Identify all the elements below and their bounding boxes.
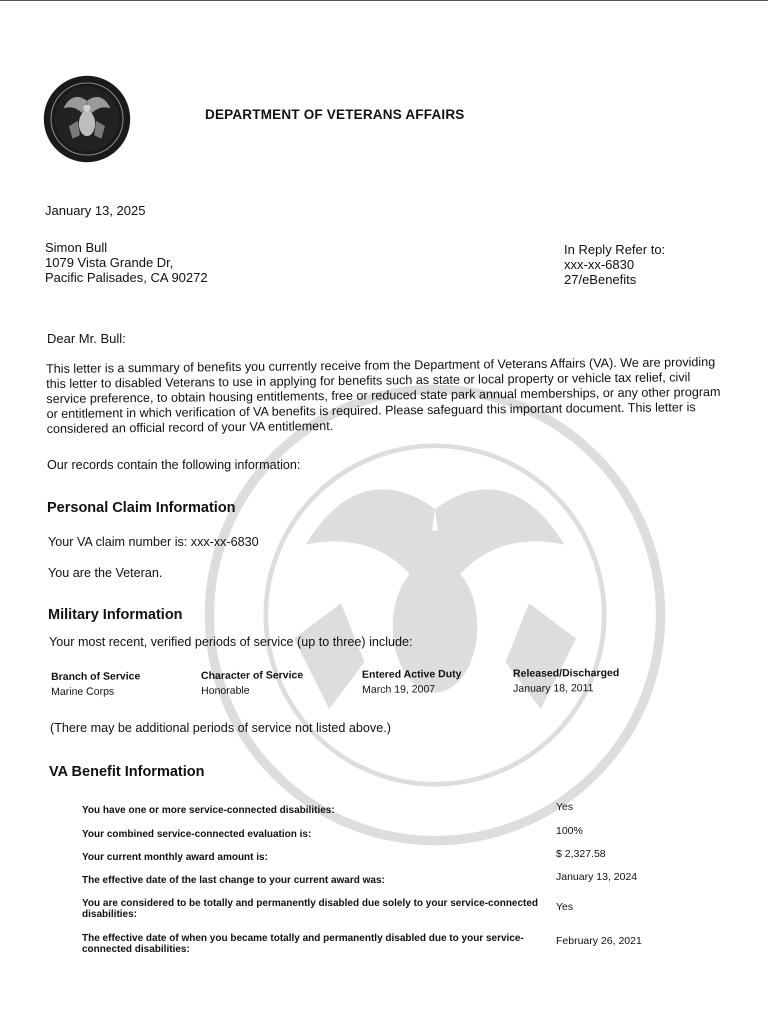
benefit-label: The effective date of the last change to your current award was: — [82, 875, 385, 886]
benefit-value: Yes — [556, 801, 574, 813]
military-info-heading: Military Information — [48, 607, 183, 623]
benefit-value: $ 2,327.58 — [556, 848, 606, 860]
recipient-city: Pacific Palisades, CA 90272 — [45, 270, 208, 285]
reply-ref-code: 27/eBenefits — [564, 272, 637, 287]
service-header: Entered Active Duty — [361, 668, 462, 681]
department-title: DEPARTMENT OF VETERANS AFFAIRS — [205, 107, 465, 122]
service-periods-line: Your most recent, verified periods of service (up to three) include: — [49, 635, 413, 649]
benefit-label: Your combined service-connected evaluation is: — [82, 829, 312, 840]
benefit-label: The effective date of when you became totally and permanently disabled due to your service-connected disabilities: — [82, 933, 524, 955]
benefit-label: Your current monthly award amount is: — [82, 852, 268, 863]
benefit-value: February 26, 2021 — [556, 935, 642, 947]
reply-label: In Reply Refer to: — [564, 242, 666, 257]
service-header: Released/Discharged — [512, 667, 620, 680]
service-cell: Honorable — [201, 684, 250, 697]
benefit-value: 100% — [556, 825, 583, 837]
additional-periods-note: (There may be additional periods of service not listed above.) — [50, 721, 391, 735]
service-header: Branch of Service — [51, 670, 141, 683]
claim-number-line: Your VA claim number is: xxx-xx-6830 — [48, 535, 259, 549]
benefit-label: You have one or more service-connected disabilities: — [82, 805, 335, 816]
recipient-street: 1079 Vista Grande Dr, — [45, 255, 174, 270]
va-benefit-heading: VA Benefit Information — [49, 764, 205, 780]
service-cell: January 18, 2011 — [513, 682, 594, 695]
personal-claim-heading: Personal Claim Information — [47, 500, 236, 516]
intro-paragraph: This letter is a summary of benefits you currently receive from the Department of Veterans Affairs (VA). We are providing this letter to disabled Veterans to use in applying for benefits such as state or local property or vehicle tax relief, civil service preference, to obtain housing entitlements, free or reduced state park annual memberships, or any other program or entitlement in which verification of VA benefits is required. Please safeguard this important document. This letter is considered an official record of your VA entitlement. — [46, 354, 721, 436]
letter-date: January 13, 2025 — [45, 203, 146, 218]
benefit-value: January 13, 2024 — [556, 871, 638, 883]
salutation: Dear Mr. Bull: — [47, 331, 126, 346]
service-header: Character of Service — [200, 669, 304, 682]
benefit-value: Yes — [556, 901, 574, 913]
recipient-name: Simon Bull — [45, 240, 108, 255]
service-cell: March 19, 2007 — [362, 683, 436, 696]
reply-ref-number: xxx-xx-6830 — [564, 257, 635, 272]
service-cell: Marine Corps — [51, 685, 115, 698]
records-line: Our records contain the following information: — [47, 458, 301, 472]
benefit-label: You are considered to be totally and permanently disabled due solely to your service-connected disabilities: — [82, 898, 539, 920]
veteran-line: You are the Veteran. — [48, 566, 163, 580]
